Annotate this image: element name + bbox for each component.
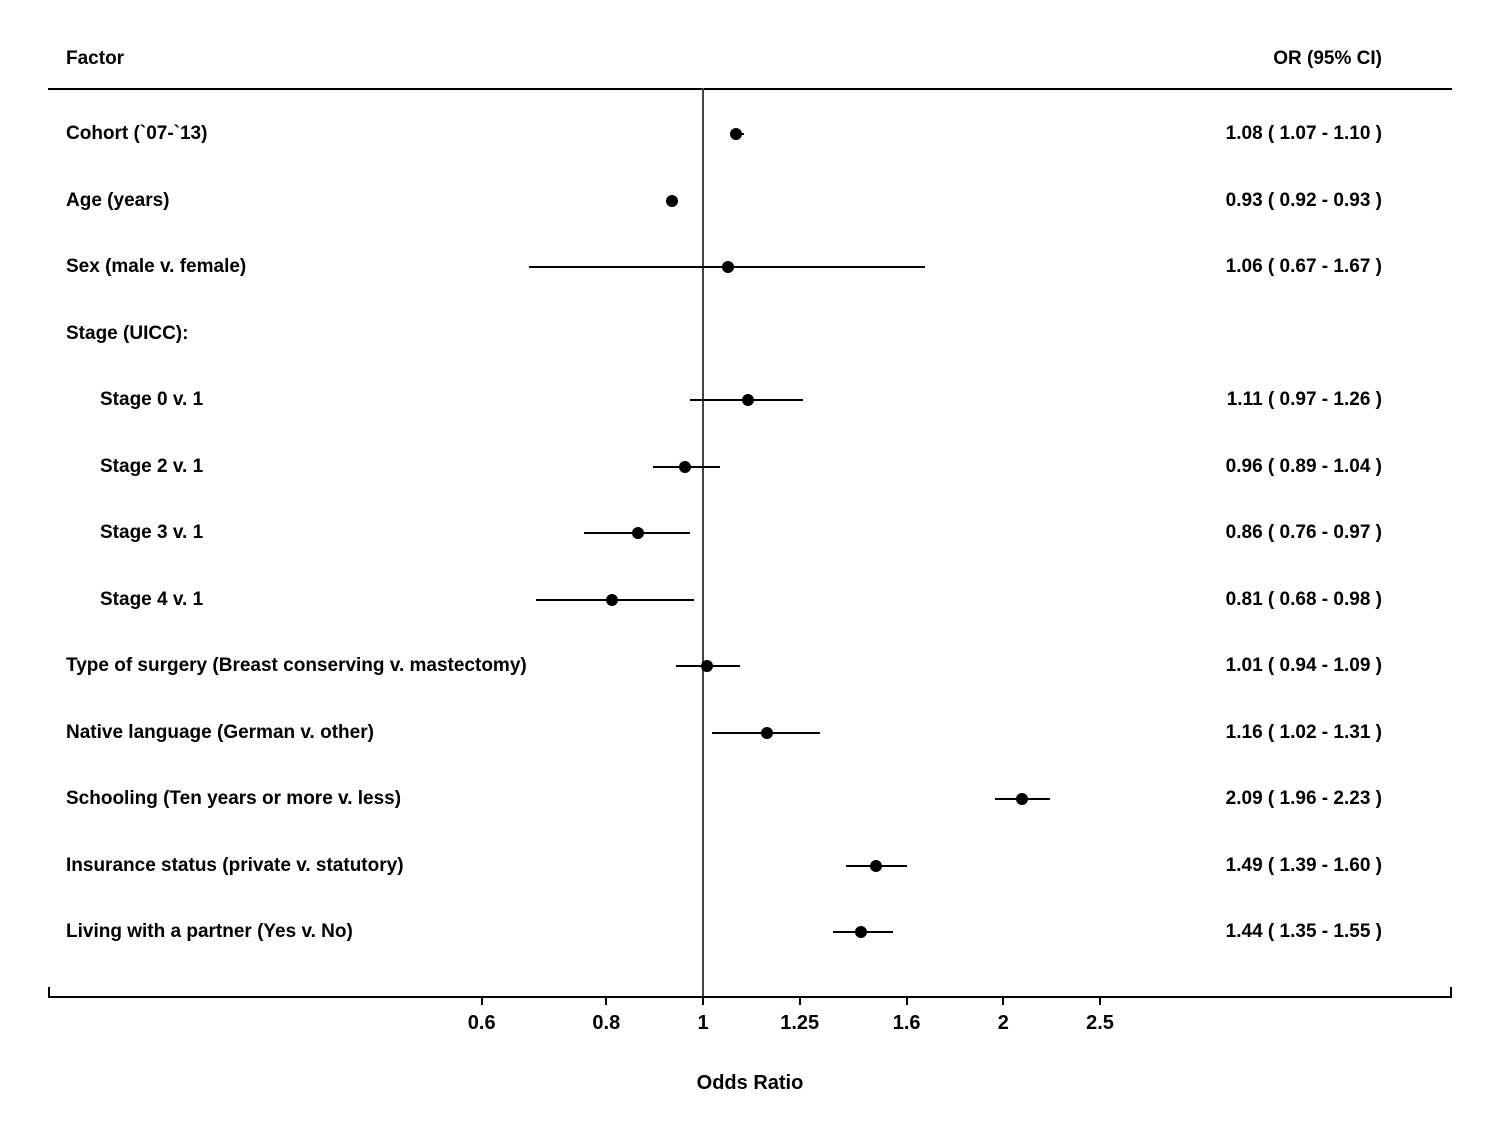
x-tick: [799, 996, 801, 1005]
estimate-point: [742, 394, 754, 406]
x-tick-label: 1.25: [780, 1012, 820, 1034]
row-label: Stage 4 v. 1: [100, 588, 204, 610]
estimate-point: [761, 727, 773, 739]
row-label: Cohort (`07-`13): [66, 123, 208, 144]
row-label: Native language (German v. other): [66, 721, 374, 743]
row-label: Stage 3 v. 1: [100, 522, 204, 543]
x-tick: [1099, 996, 1101, 1005]
row-label: Sex (male v. female): [66, 256, 247, 277]
row-estimate-ci: 0.86 ( 0.76 - 0.97 ): [1225, 522, 1382, 543]
estimate-point: [606, 594, 618, 606]
estimate-point: [730, 128, 742, 140]
column-header-factor: Factor: [66, 48, 125, 69]
x-tick: [481, 996, 483, 1005]
x-tick: [605, 996, 607, 1005]
estimate-point: [722, 261, 734, 273]
row-estimate-ci: 1.06 ( 0.67 - 1.67 ): [1225, 256, 1382, 277]
row-estimate-ci: 2.09 ( 1.96 - 2.23 ): [1225, 788, 1382, 809]
estimate-point: [1016, 793, 1028, 805]
x-tick: [906, 996, 908, 1005]
x-tick-label: 1: [697, 1012, 709, 1034]
row-estimate-ci: 1.11 ( 0.97 - 1.26 ): [1226, 389, 1382, 410]
row-label: Schooling (Ten years or more v. less): [66, 788, 402, 809]
column-header-or: OR (95% CI): [1273, 48, 1382, 69]
estimate-point: [855, 926, 867, 938]
header-rule: [48, 88, 1452, 90]
row-estimate-ci: 1.16 ( 1.02 - 1.31 ): [1225, 721, 1382, 743]
estimate-point: [632, 527, 644, 539]
reference-line: [702, 88, 704, 996]
row-estimate-ci: 1.08 ( 1.07 - 1.10 ): [1225, 123, 1382, 144]
row-label: Insurance status (private v. statutory): [66, 854, 404, 876]
row-estimate-ci: 1.44 ( 1.35 - 1.55 ): [1225, 921, 1382, 942]
x-tick: [1002, 996, 1004, 1005]
x-axis-line: [48, 996, 1452, 998]
x-tick-label: 0.8: [592, 1012, 621, 1034]
row-estimate-ci: 1.01 ( 0.94 - 1.09 ): [1225, 655, 1382, 676]
estimate-point: [870, 860, 882, 872]
row-label: Stage 0 v. 1: [100, 389, 204, 410]
row-estimate-ci: 0.81 ( 0.68 - 0.98 ): [1225, 588, 1382, 610]
x-tick-label: 1.6: [892, 1012, 921, 1034]
x-tick: [702, 996, 704, 1005]
estimate-point: [701, 660, 713, 672]
x-tick-label: 0.6: [467, 1012, 496, 1034]
x-axis-label: Odds Ratio: [696, 1072, 804, 1094]
row-estimate-ci: 0.96 ( 0.89 - 1.04 ): [1225, 455, 1382, 477]
row-estimate-ci: 1.49 ( 1.39 - 1.60 ): [1225, 854, 1382, 876]
row-label: Stage (UICC):: [66, 322, 189, 344]
estimate-point: [679, 461, 691, 473]
row-label: Type of surgery (Breast conserving v. mastectomy): [66, 655, 527, 676]
row-label: Age (years): [66, 189, 170, 211]
row-label: Stage 2 v. 1: [100, 455, 204, 477]
row-estimate-ci: 0.93 ( 0.92 - 0.93 ): [1225, 189, 1382, 211]
x-tick-label: 2.5: [1086, 1012, 1114, 1034]
x-tick-label: 2: [997, 1012, 1009, 1034]
estimate-point: [666, 195, 678, 207]
row-label: Living with a partner (Yes v. No): [66, 921, 353, 942]
